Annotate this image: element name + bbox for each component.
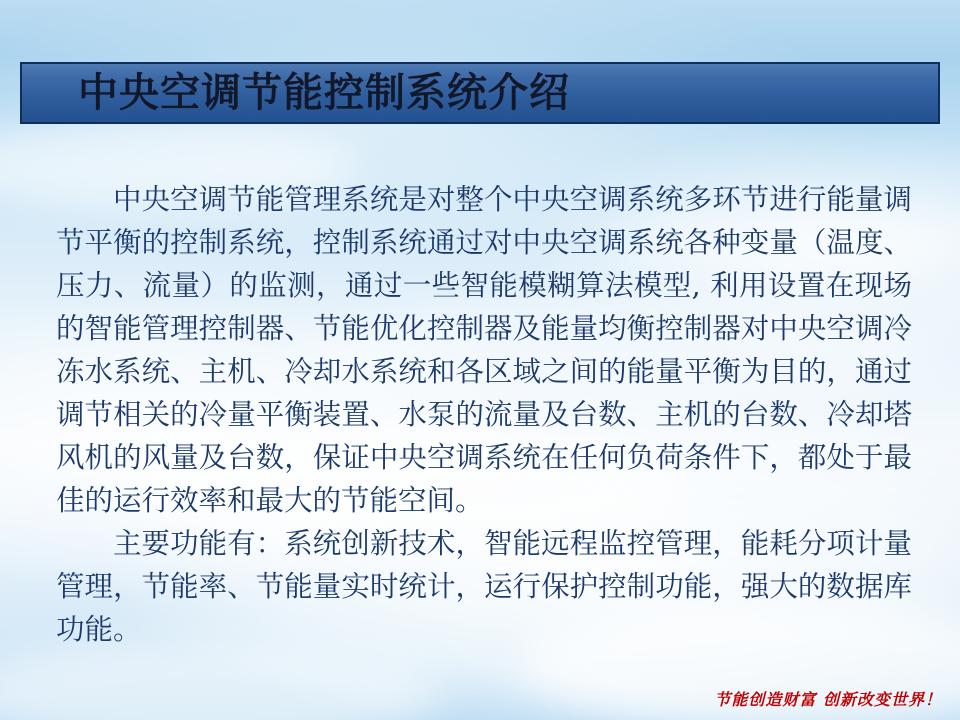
paragraph-main-functions: 主要功能有：系统创新技术，智能远程监控管理，能耗分项计量管理，节能率、节能量实时统计，运行保护控制功能，强大的数据库功能。 [56,527,912,646]
cloud-decoration [0,640,440,720]
title-banner [20,62,940,124]
paragraph-overview: 中央空调节能管理系统是对整个中央空调系统多环节进行能量调节平衡的控制系统，控制系统通过对中央空调系统各种变量（温度、压力、流量）的监测，通过一些智能模糊算法模型, 利用设置在现场的智能管理控制器、节能优化控制器及能量均衡控制器对中央空调冷冻水系统、主机、冷却水系统和各区域之间的能量平衡为目的，通过调节相关的冷量平衡装置、水泵的流量及台数、主机的台数、冷却塔风机的风量及台数，保证中央空调系统在任何负荷条件下，都处于最佳的运行效率和最大的节能空间。 [56,183,912,517]
page-title: 中央空调节能控制系统介绍 [78,70,570,116]
footer-slogan: 节能创造财富 创新改变世界！ [714,690,942,709]
body-content [56,178,912,651]
